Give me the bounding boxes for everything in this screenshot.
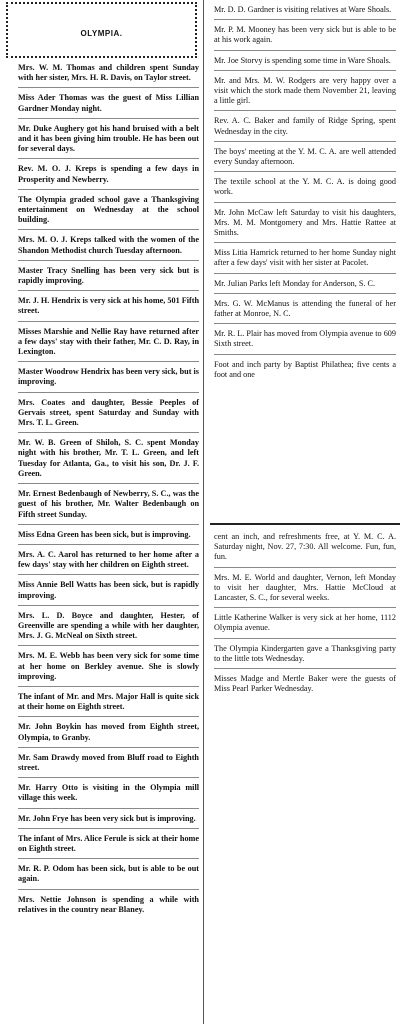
- news-item: Mrs. Nettie Johnson is spending a while with relatives in the country near Blaney.: [18, 894, 199, 914]
- news-item: The infant of Mr. and Mrs. Major Hall is quite sick at their home on Eighth street.: [18, 687, 199, 717]
- news-item: Mrs. Coates and daughter, Bessie Peeples of Gervais street, spent Saturday and Sunday with Mrs. T. L. Green.: [18, 393, 199, 434]
- news-item: Master Tracy Snelling has been very sick but is rapidly improving.: [18, 261, 199, 291]
- news-item: Mr. Harry Otto is visiting in the Olympia mill village this week.: [18, 778, 199, 808]
- news-item: Mr. Joe Storvy is spending some time in Ware Shoals.: [214, 51, 396, 71]
- right-news-list: [210, 0, 400, 384]
- news-item: The Olympia graded school gave a Thanksgiving entertainment on Wednesday at the school building.: [18, 190, 199, 231]
- right-column-continued: [210, 527, 400, 698]
- news-item: Mrs. A. C. Aarol has returned to her home after a few days' stay with her children on Eighth street.: [18, 545, 199, 575]
- news-item: Mr. John Frye has been very sick but is improving.: [18, 809, 199, 829]
- news-item: Rev. A. C. Baker and family of Ridge Spring, spent Wednesday in the city.: [214, 111, 396, 141]
- news-item: Mrs. W. M. Thomas and children spent Sunday with her sister, Mrs. H. R. Davis, on Taylor street.: [18, 58, 199, 88]
- news-item: Mr. and Mrs. M. W. Rodgers are very happy over a visit which the stork made them November 21, leaving a little girl.: [214, 71, 396, 112]
- news-item: Foot and inch party by Baptist Philathea; five cents a foot and one: [214, 359, 396, 379]
- news-item: Misses Marshie and Nellie Ray have returned after a few days' stay with their father, Mr. C. D. Ray, in Lexington.: [18, 322, 199, 363]
- news-item: The textile school at the Y. M. C. A. is doing good work.: [214, 172, 396, 202]
- news-item: Mr. D. D. Gardner is visiting relatives at Ware Shoals.: [214, 0, 396, 20]
- news-item: Little Katherine Walker is very sick at her home, 1112 Olympia avenue.: [214, 608, 396, 638]
- news-item: Master Woodrow Hendrix has been very sick, but is improving.: [18, 362, 199, 392]
- news-item: Mr. W. B. Green of Shiloh, S. C. spent Monday night with his brother, Mr. T. L. Green, and left Tuesday for Atlanta, Ga., to visit his son, Dr. J. F. Green.: [18, 433, 199, 484]
- news-item: Rev. M. O. J. Kreps is spending a few days in Prosperity and Newberry.: [18, 159, 199, 189]
- column-divider-rule: [210, 523, 400, 525]
- news-item: Mrs. M. E. World and daughter, Vernon, left Monday to visit her daughter, Mrs. Hattie McCloud at Lancaster, S. C., for several weeks.: [214, 568, 396, 609]
- news-item: cent an inch, and refreshments free, at Y. M. C. A. Saturday night, Nov. 27, 7:30. All welcome. Fun, fun, fun.: [214, 527, 396, 568]
- news-item: Mr. Julian Parks left Monday for Anderson, S. C.: [214, 274, 396, 294]
- right-column: [210, 0, 400, 384]
- news-item: Mr. John McCaw left Saturday to visit his daughters, Mrs. M. M. Montgomery and Mrs. Hattie Rattee at Smiths.: [214, 203, 396, 244]
- news-item: Mrs. M. O. J. Kreps talked with the women of the Shandon Methodist church Tuesday afternoon.: [18, 230, 199, 260]
- news-item: Miss Annie Bell Watts has been sick, but is rapidly improving.: [18, 575, 199, 605]
- news-item: Mr. Sam Drawdy moved from Bluff road to Eighth street.: [18, 748, 199, 778]
- news-item: Mr. John Boykin has moved from Eighth street, Olympia, to Granby.: [18, 717, 199, 747]
- news-item: Mr. P. M. Mooney has been very sick but is able to be at his work again.: [214, 20, 396, 50]
- news-item: Misses Madge and Mertle Baker were the guests of Miss Pearl Parker Wednesday.: [214, 674, 396, 694]
- news-item: Miss Litia Hamrick returned to her home Sunday night after a few days' visit with her sister at Pacolet.: [214, 243, 396, 273]
- news-item: The Olympia Kindergarten gave a Thanksgiving party to the little tots Wednesday.: [214, 639, 396, 669]
- section-title: OLYMPIA.: [80, 29, 123, 38]
- news-item: The infant of Mrs. Alice Ferule is sick at their home on Eighth street.: [18, 829, 199, 859]
- news-item: The boys' meeting at the Y. M. C. A. are well attended every Sunday afternoon.: [214, 142, 396, 172]
- section-header: [6, 2, 197, 58]
- news-item: Mr. Ernest Bedenbaugh of Newberry, S. C., was the guest of his brother, Mr. Walter Bedenbaugh on Fifth street Sunday.: [18, 484, 199, 525]
- news-item: Mrs. G. W. McManus is attending the funeral of her father at Monroe, N. C.: [214, 294, 396, 324]
- news-item: Mr. R. P. Odom has been sick, but is able to be out again.: [18, 859, 199, 889]
- news-item: Mr. Duke Aughery got his hand bruised with a belt and it has been giving him trouble. He has been out for several days.: [18, 119, 199, 160]
- news-item: Miss Ader Thomas was the guest of Miss Lillian Gardner Monday night.: [18, 88, 199, 118]
- right-news-list-continued: [210, 527, 400, 698]
- left-news-list: [0, 58, 203, 919]
- news-item: Mr. J. H. Hendrix is very sick at his home, 501 Fifth street.: [18, 291, 199, 321]
- news-item: Miss Edna Green has been sick, but is improving.: [18, 525, 199, 545]
- news-item: Mrs. M. E. Webb has been very sick for some time at her home on Berkley avenue. She is slowly improving.: [18, 646, 199, 687]
- news-item: Mr. R. L. Plair has moved from Olympia avenue to 609 Sixth street.: [214, 324, 396, 354]
- news-item: Mrs. L. D. Boyce and daughter, Hester, of Greenville are spending a while with her daughter, Mrs. J. G. McNeal on Sixth street.: [18, 606, 199, 647]
